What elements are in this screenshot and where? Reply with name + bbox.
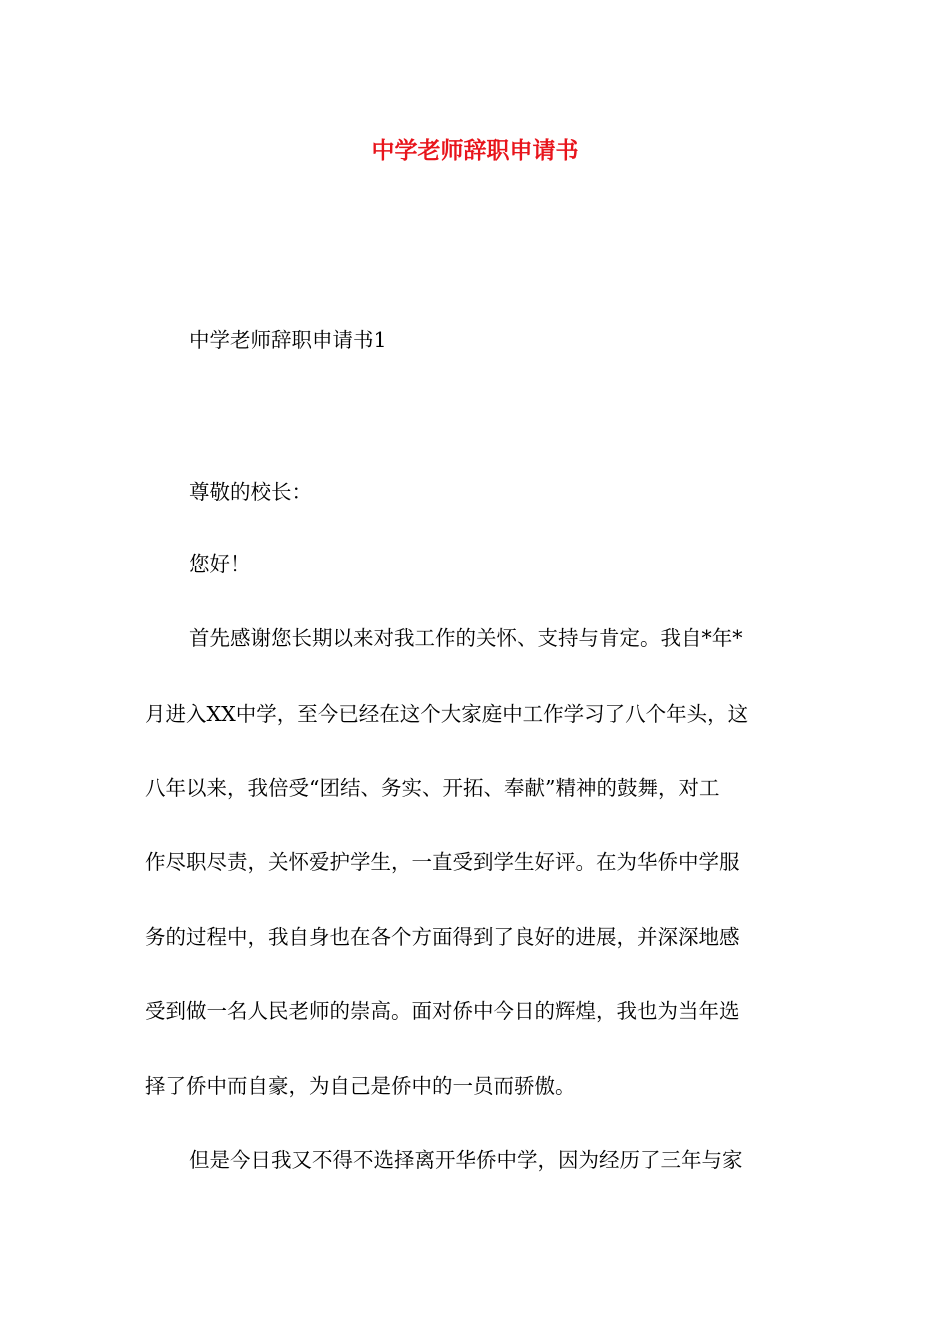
paragraph-line: 月进入XX中学，至今已经在这个大家庭中工作学习了八个年头，这 [145,702,749,726]
section-heading: 中学老师辞职申请书1 [189,328,387,352]
greeting: 您好！ [189,552,251,576]
paragraph-line: 作尽职尽责，关怀爱护学生，一直受到学生好评。在为华侨中学服 [145,850,740,874]
paragraph-line: 首先感谢您长期以来对我工作的关怀、支持与肯定。我自*年* [189,626,743,650]
salutation: 尊敬的校长： [189,480,312,504]
paragraph-line: 但是今日我又不得不选择离开华侨中学，因为经历了三年与家 [189,1148,743,1172]
paragraph-line: 受到做一名人民老师的崇高。面对侨中今日的辉煌，我也为当年选 [145,999,740,1023]
paragraph-line: 择了侨中而自豪，为自己是侨中的一员而骄傲。 [145,1074,576,1098]
document-title: 中学老师辞职申请书 [371,137,579,164]
paragraph-line: 务的过程中，我自身也在各个方面得到了良好的进展，并深深地感 [145,925,740,949]
paragraph-line: 八年以来，我倍受“团结、务实、开拓、奉献”精神的鼓舞，对工 [145,776,720,800]
